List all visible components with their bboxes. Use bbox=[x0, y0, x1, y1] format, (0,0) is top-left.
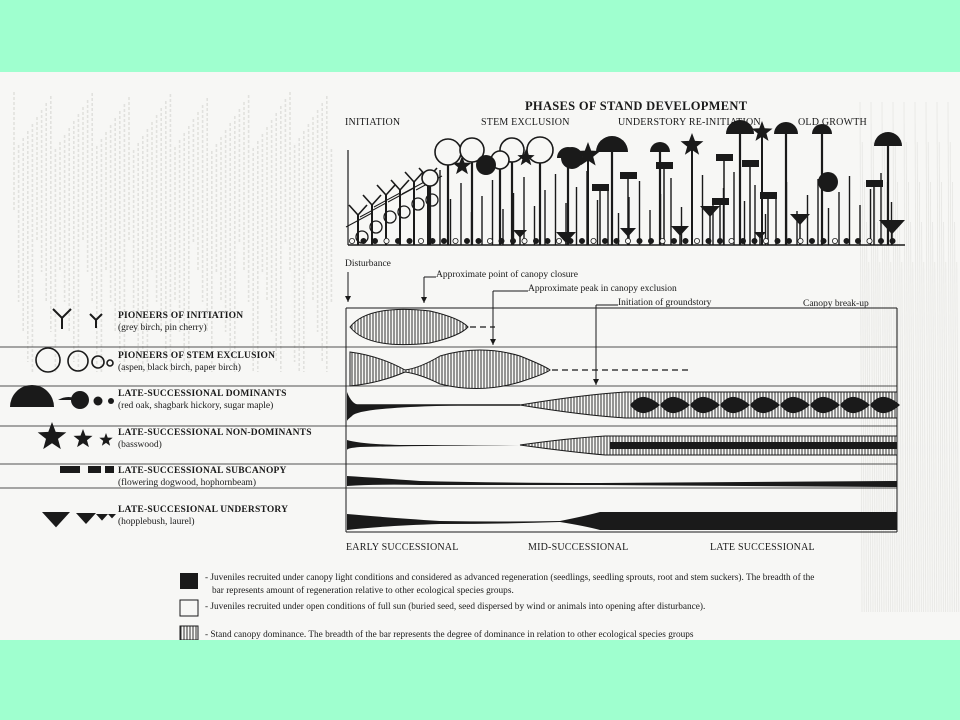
seedling bbox=[579, 238, 584, 243]
seedling bbox=[384, 238, 389, 243]
legend-species-late-non-dominants: (basswood) bbox=[118, 440, 162, 450]
rectangle-crown bbox=[742, 160, 759, 167]
seedling bbox=[740, 238, 745, 243]
pioneer-branch bbox=[377, 185, 386, 195]
understory-bar bbox=[347, 512, 897, 530]
seedling bbox=[418, 238, 423, 243]
seedling bbox=[648, 238, 653, 243]
half-dome-crown bbox=[774, 122, 798, 134]
legend-title-pioneers-stem: PIONEERS OF STEM EXCLUSION bbox=[118, 351, 276, 361]
open-circle-crown bbox=[422, 170, 438, 186]
rectangle-crown bbox=[712, 198, 729, 205]
seedling bbox=[752, 238, 757, 243]
seedling bbox=[361, 238, 366, 243]
seedling bbox=[855, 238, 860, 243]
rectangle-icon bbox=[60, 466, 80, 473]
half-dome-crown bbox=[650, 142, 670, 152]
inverted-triangle-crown bbox=[754, 232, 766, 239]
seedling bbox=[545, 238, 550, 243]
seedling bbox=[395, 238, 400, 243]
seedling bbox=[706, 238, 711, 243]
seedling bbox=[499, 238, 504, 243]
seedling bbox=[717, 238, 722, 243]
pioneer-branch bbox=[349, 205, 358, 215]
seedling bbox=[556, 238, 561, 243]
seedling bbox=[844, 238, 849, 243]
rectangle-crown bbox=[620, 172, 637, 179]
note-solid-line2: bar represents amount of regeneration relative to other ecological species groups. bbox=[212, 586, 514, 596]
star-icon bbox=[99, 433, 112, 446]
seedling bbox=[809, 238, 814, 243]
open-circle-icon bbox=[68, 351, 88, 371]
half-dome-crown bbox=[874, 132, 902, 146]
seedling bbox=[867, 238, 872, 243]
seedling bbox=[430, 238, 435, 243]
seedling bbox=[568, 238, 573, 243]
legend-title-late-understory: LATE-SUCCESIONAL UNDERSTORY bbox=[118, 505, 289, 515]
annotation-disturbance: Disturbance bbox=[345, 259, 391, 269]
seedling bbox=[878, 238, 883, 243]
nondominants-advance-regen bbox=[347, 440, 520, 450]
dominants-advance-regen bbox=[347, 392, 520, 421]
legend-species-pioneers-initiation: (grey birch, pin cherry) bbox=[118, 323, 207, 333]
seedling bbox=[660, 238, 665, 243]
seedling bbox=[407, 238, 412, 243]
annotation-canopy-breakup: Canopy break-up bbox=[803, 299, 869, 309]
filled-circle-icon bbox=[108, 398, 114, 404]
seedling bbox=[441, 238, 446, 243]
annotation-peak-exclusion: Approximate peak in canopy exclusion bbox=[528, 284, 677, 294]
legend-title-late-dominants: LATE-SUCCESSIONAL DOMINANTS bbox=[118, 389, 287, 399]
stage-mid: MID-SUCCESSIONAL bbox=[528, 542, 629, 553]
seedling bbox=[349, 238, 354, 243]
star-icon bbox=[74, 429, 93, 447]
y-fork-icon bbox=[53, 309, 71, 329]
y-fork-icon bbox=[90, 314, 102, 328]
note-hatched: - Stand canopy dominance. The breadth of the bar represents the degree of dominance in relation to other ecological species groups bbox=[205, 630, 694, 640]
diagram-title: PHASES OF STAND DEVELOPMENT bbox=[525, 99, 748, 113]
seedling bbox=[775, 238, 780, 243]
seedling bbox=[683, 238, 688, 243]
subcanopy-late bbox=[600, 481, 897, 487]
dark-crown bbox=[561, 147, 583, 169]
seedling bbox=[533, 238, 538, 243]
half-dome-icon bbox=[10, 385, 54, 407]
seedling bbox=[510, 238, 515, 243]
rectangle-crown bbox=[656, 162, 673, 169]
open-circle-icon bbox=[92, 356, 104, 368]
open-circle-icon bbox=[107, 360, 113, 366]
pioneer-branch bbox=[386, 185, 395, 195]
seedling bbox=[694, 238, 699, 243]
tree-silhouettes bbox=[346, 120, 905, 245]
seedling bbox=[729, 238, 734, 243]
rectangle-icon bbox=[105, 466, 114, 473]
inverted-triangle-crown bbox=[671, 226, 689, 236]
rectangle-crown bbox=[592, 184, 609, 191]
seedling bbox=[890, 238, 895, 243]
seedling bbox=[487, 238, 492, 243]
seedling bbox=[476, 238, 481, 243]
legend-species-late-dominants: (red oak, shagbark hickory, sugar maple) bbox=[118, 401, 274, 411]
seedling bbox=[625, 238, 630, 243]
filled-circle-icon bbox=[71, 391, 89, 409]
peak-exclusion-arrow-head bbox=[490, 339, 496, 345]
inverted-triangle-crown bbox=[620, 228, 636, 237]
bottom-background-band bbox=[0, 640, 960, 720]
seedling bbox=[453, 238, 458, 243]
dominants-wavy-band bbox=[630, 397, 900, 413]
seedling bbox=[786, 238, 791, 243]
seedling bbox=[832, 238, 837, 243]
solid-swatch-icon bbox=[180, 573, 198, 589]
seedling bbox=[821, 238, 826, 243]
legend-species-late-understory: (hopplebush, laurel) bbox=[118, 517, 195, 527]
lens-pioneers-stem-exclusion bbox=[350, 350, 550, 389]
seedling bbox=[602, 238, 607, 243]
note-open: - Juveniles recruited under open conditions of full sun (buried seed, seed dispersed by wind or animals into opening after disturbance). bbox=[205, 602, 706, 612]
annotation-canopy-closure: Approximate point of canopy closure bbox=[436, 270, 578, 280]
pioneer-branch bbox=[363, 195, 372, 205]
phase-initiation: INITIATION bbox=[345, 117, 401, 128]
legend-title-late-non-dominants: LATE-SUCCESSIONAL NON-DOMINANTS bbox=[118, 428, 312, 438]
filled-circle-icon bbox=[94, 397, 103, 406]
seedling bbox=[591, 238, 596, 243]
lens-pioneers-initiation bbox=[350, 309, 468, 344]
phase-understory-reinitiation: UNDERSTORY RE-INITIATION bbox=[618, 117, 761, 128]
seedling bbox=[763, 238, 768, 243]
inverted-triangle-icon bbox=[96, 514, 108, 521]
seedling bbox=[798, 238, 803, 243]
nondominants-solid-core bbox=[610, 442, 897, 449]
half-dome-crown bbox=[596, 136, 628, 152]
seedling bbox=[671, 238, 676, 243]
rectangle-crown bbox=[716, 154, 733, 161]
phase-old-growth: OLD GROWTH bbox=[798, 117, 867, 128]
annotation-groundstory: Initiation of groundstory bbox=[618, 298, 712, 308]
stage-late: LATE SUCCESSIONAL bbox=[710, 542, 815, 553]
legend-species-late-subcanopy: (flowering dogwood, hophornbeam) bbox=[118, 478, 256, 488]
legend-title-late-subcanopy: LATE-SUCCESSIONAL SUBCANOPY bbox=[118, 466, 287, 476]
phase-stem-exclusion: STEM EXCLUSION bbox=[481, 117, 570, 128]
note-solid-line1: - Juveniles recruited under canopy light conditions and considered as advanced regeneration (seedlings, seedling sprouts, root and stem suckers). The breadth of the bbox=[205, 573, 815, 583]
open-circle-crown bbox=[527, 137, 553, 163]
seedling bbox=[464, 238, 469, 243]
seedling bbox=[637, 238, 642, 243]
dark-crown bbox=[476, 155, 496, 175]
groundstory-arrow-head bbox=[593, 379, 599, 385]
open-circle-icon bbox=[36, 348, 60, 372]
open-swatch-icon bbox=[180, 600, 198, 616]
legend-species-pioneers-stem: (aspen, black birch, paper birch) bbox=[118, 363, 241, 373]
seedling bbox=[614, 238, 619, 243]
rectangle-crown bbox=[760, 192, 777, 199]
inverted-triangle-icon bbox=[76, 513, 96, 524]
inverted-triangle-icon bbox=[42, 512, 70, 527]
pioneer-branch bbox=[400, 180, 409, 190]
legend-title-pioneers-initiation: PIONEERS OF INITIATION bbox=[118, 311, 244, 321]
hatched-swatch-icon bbox=[180, 626, 198, 640]
inverted-triangle-crown bbox=[513, 230, 527, 238]
dark-crown bbox=[818, 172, 838, 192]
rectangle-icon bbox=[88, 466, 101, 473]
canopy-closure-arrow-head bbox=[421, 297, 427, 303]
open-circle-crown bbox=[435, 139, 461, 165]
disturbance-arrow-head bbox=[345, 296, 351, 302]
seedling bbox=[522, 238, 527, 243]
seedling bbox=[372, 238, 377, 243]
stage-early: EARLY SUCCESSIONAL bbox=[346, 542, 459, 553]
inverted-triangle-icon bbox=[108, 514, 116, 518]
